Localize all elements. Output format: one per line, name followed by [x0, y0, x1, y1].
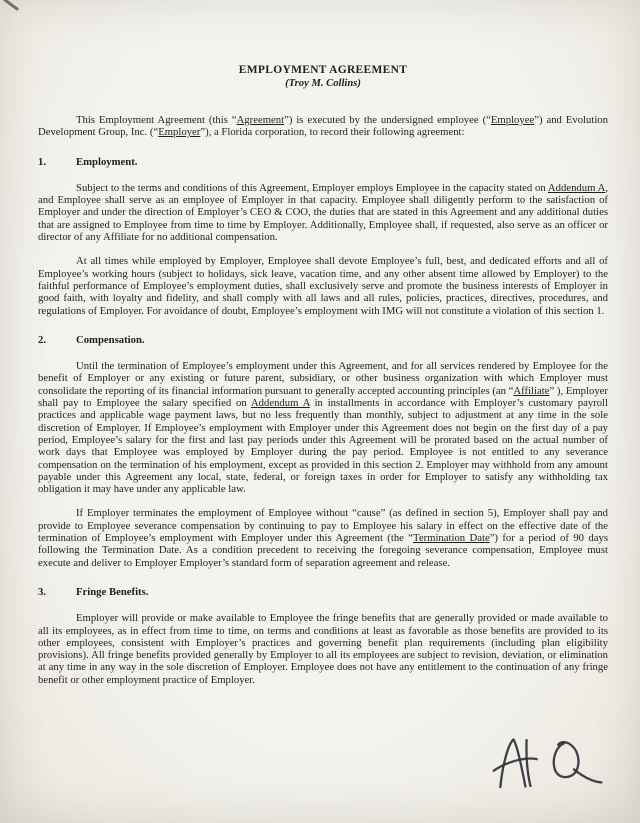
section-2-number: 2.: [38, 333, 47, 346]
section-fringe-benefits: [38, 586, 608, 686]
document-subtitle: (Troy M. Collins): [285, 78, 361, 89]
section-employment: [38, 156, 608, 317]
section-1-heading: [38, 156, 608, 168]
section-2-title: Compensation.: [76, 333, 145, 346]
section-1-paragraph-1: Subject to the terms and conditions of this Agreement, Employer employs Employee in the capacity stated on Addendum A, and Employee shall serve as an employee of Employer in that capacity. Employee shall diligently perform to the satisfaction of Employer and under the direction of Employer’s CEO & COO, the duties that are stated in this Agreement and any additional duties that are assigned to Employee from time to time by Employer. Additionally, Employee shall, if requested, also serve as an officer or director of any Affiliate for no additional compensation.: [38, 181, 608, 244]
section-2-paragraph-1: Until the termination of Employee’s employment under this Agreement, and for all services rendered by Employee for the benefit of Employer or any existing or future parent, subsidiary, or other business organization with which Employer must consolidate the reporting of its financial information pursuant to generally accepted accounting principles (an “Affiliate” ), Employer shall pay to Employee the salary specified on Addendum A in installments in accordance with Employer’s customary payroll practices and applicable wage payment laws, but no less frequently than monthly, subject to adjustment at any time in the sole discretion of Employer. If Employee’s employment with Employer under this Agreement does not begin on the first day of a pay period, Employee’s salary for the first and last pay periods under this Agreement will be prorated based on the actual number of work days that Employee was employed by Employer during the pay period. Employee is not entitled to any severance compensation on the termination of his employment, except as provided in this section 2. Employer may withhold from any amount payable under this Agreement any local, state, federal, or foreign taxes in order for Employer to satisfy any withholding tax obligation it may have under any applicable law.: [38, 360, 609, 496]
section-3-heading: [38, 586, 608, 598]
section-1-title: Employment.: [76, 155, 138, 168]
document-title: EMPLOYMENT AGREEMENT: [238, 64, 408, 76]
section-1-number: 1.: [38, 155, 47, 168]
document-body: [38, 64, 608, 686]
corner-pen-mark: [3, 0, 19, 11]
section-2-heading: [38, 334, 608, 346]
section-1-paragraph-2: At all times while employed by Employer, Employee shall devote Employee’s full, best, and dedicated efforts and all of Employee’s working hours (subject to holidays, sick leave, vacation time, and any other absent time allowed by Employer) to the faithful performance of Employee’s employment duties, shall exclusively serve and promote the business interests of Employer in good faith, with loyalty and fidelity, and shall comply with all laws and all rules, policies, practices, directives, procedures, and regulations of Employer. For avoidance of doubt, Employee’s employment with IMG will not constitute a violation of this section 1.: [38, 255, 608, 317]
section-compensation: [38, 334, 608, 569]
handwritten-initials: [489, 724, 607, 799]
section-2-paragraph-2: If Employer terminates the employment of Employee without “cause” (as defined in section 5), Employer shall pay and provide to Employee severance compensation by continuing to pay to Employee his salary in effect on the effective date of the termination of Employee’s employment with Employer under this Agreement (the “Termination Date”) for a period of 90 days following the Termination Date. As a condition precedent to receiving the foregoing severance compensation, Employee must execute and deliver to Employer Employer’s standard form of separation agreement and release.: [38, 507, 608, 569]
intro-paragraph: This Employment Agreement (this “Agreement”) is executed by the undersigned employee (“Employee”) and Evolution Development Group, Inc. (“Employer”), a Florida corporation, to record their following agreement:: [38, 114, 608, 139]
section-3-number: 3.: [38, 585, 47, 598]
section-3-paragraph-1: Employer will provide or make available to Employee the fringe benefits that are generally provided or made available to all its employees, as in effect from time to time, on terms and conditions at least as favorable as those benefits are provided to its other employees, consistent with Employer’s practices and governing benefit plan requirements (including plan eligibility provisions). All fringe benefits provided generally by Employer to all its employees are subject to revision, deviation, or elimination at any time in any way in the sole discretion of Employer. Employee does not have any entitlement to the continuation of any fringe benefit or other employment practice of Employer.: [38, 612, 608, 686]
section-3-title: Fringe Benefits.: [76, 585, 149, 598]
